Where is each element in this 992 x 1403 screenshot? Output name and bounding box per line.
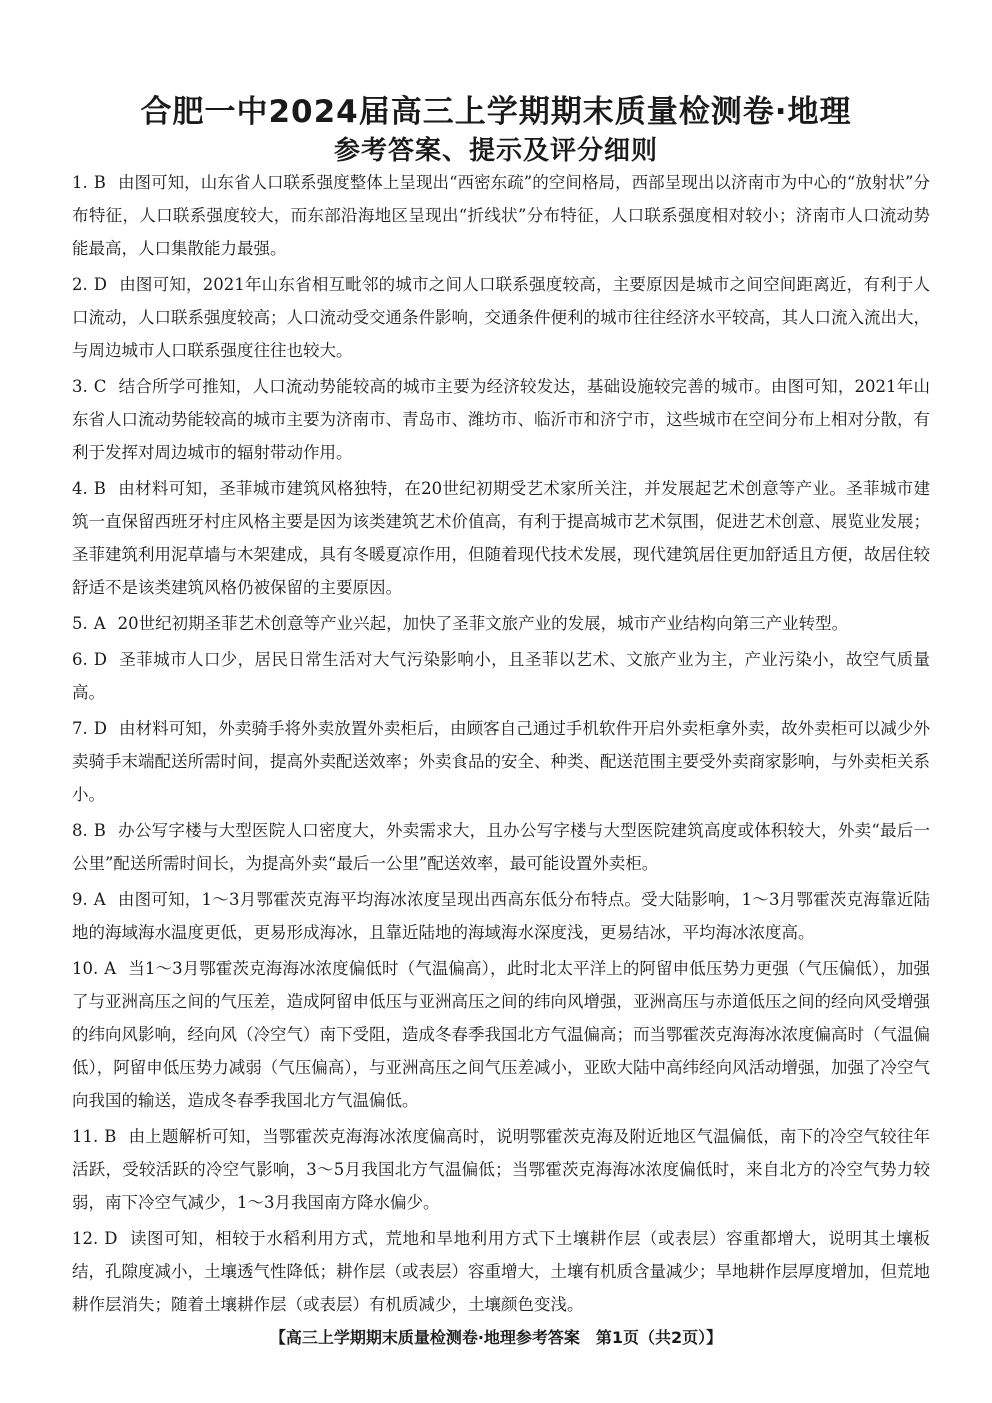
answer-explanation: 结合所学可推知，人口流动势能较高的城市主要为经济较发达，基础设施较完善的城市。由图可知，2021年山东省人口流动势能较高的城市主要为济南市、青岛市、潍坊市、临沂市和济宁市，这些城市在空间分布上相对分散，有利于发挥对周边城市的辐射带动作用。 [72, 377, 930, 462]
answer-explanation: 由图可知，2021年山东省相互毗邻的城市之间人口联系强度较高，主要原因是城市之间空间距离近，有利于人口流动，人口联系强度较高；人口流动受交通条件影响，交通条件便利的城市往往经济水平较高，其人口流入流出大，与周边城市人口联系强度往往也较大。 [72, 275, 930, 360]
answer-explanation: 由图可知，1～3月鄂霍茨克海平均海冰浓度呈现出西高东低分布特点。受大陆影响，1～3月鄂霍茨克海靠近陆地的海域海水温度更低，更易形成海冰，且靠近陆地的海域海水深度浅，更易结冰，平均海冰浓度高。 [72, 890, 930, 942]
answer-explanation: 当1～3月鄂霍茨克海海冰浓度偏低时（气温偏高），此时北太平洋上的阿留申低压势力更强（气压偏低），加强了与亚洲高压之间的气压差，造成阿留申低压与亚洲高压之间的纬向风增强，亚洲高压与赤道低压之间的经向风受增强的纬向风影响，经向风（冷空气）南下受阻，造成冬春季我国北方气温偏高；而当鄂霍茨克海海冰浓度偏高时（气温偏低），阿留申低压势力减弱（气压偏高），与亚洲高压之间气压差减小，亚欧大陆中高纬经向风活动增强，加强了冷空气向我国的输送，造成冬春季我国北方气温偏低。 [72, 959, 930, 1110]
answer-number: 5. [72, 614, 88, 633]
answer-item [72, 643, 930, 709]
answer-list [72, 166, 930, 1321]
answer-choice: C [93, 377, 107, 396]
answer-item [72, 166, 930, 265]
answer-number: 10. [72, 959, 99, 978]
answer-explanation: 办公写字楼与大型医院人口密度大，外卖需求大，且办公写字楼与大型医院建筑高度或体积较大，外卖“最后一公里”配送所需时间长，为提高外卖“最后一公里”配送效率，最可能设置外卖柜。 [72, 821, 930, 873]
answer-choice: A [104, 959, 117, 978]
answer-explanation: 由上题解析可知，当鄂霍茨克海海冰浓度偏高时，说明鄂霍茨克海及附近地区气温偏低，南下的冷空气较往年活跃，受较活跃的冷空气影响，3～5月我国北方气温偏低；当鄂霍茨克海海冰浓度偏低时，来自北方的冷空气势力较弱，南下冷空气减少，1～3月我国南方降水偏少。 [72, 1127, 930, 1212]
answer-choice: D [104, 1229, 118, 1248]
answer-explanation: 圣菲城市人口少，居民日常生活对大气污染影响小，且圣菲以艺术、文旅产业为主，产业污染小，故空气质量高。 [72, 650, 930, 702]
answer-item [72, 814, 930, 880]
answer-explanation: 由材料可知，圣菲城市建筑风格独特，在20世纪初期受艺术家所关注，并发展起艺术创意等产业。圣菲城市建筑一直保留西班牙村庄风格主要是因为该类建筑艺术价值高，有利于提高城市艺术氛围，促进艺术创意、展览业发展；圣菲建筑利用泥草墙与木架建成，具有冬暖夏凉作用，但随着现代技术发展，现代建筑居住更加舒适且方便，故居住较舒适不是该类建筑风格仍被保留的主要原因。 [72, 479, 930, 597]
answer-item [72, 883, 930, 949]
answer-choice: B [93, 173, 106, 192]
answer-item [72, 952, 930, 1117]
answer-item [72, 472, 930, 604]
answer-explanation: 20世纪初期圣菲艺术创意等产业兴起，加快了圣菲文旅产业的发展，城市产业结构向第三产业转型。 [117, 614, 849, 633]
answer-item [72, 370, 930, 469]
answer-number: 1. [72, 173, 88, 192]
answer-number: 7. [72, 719, 88, 738]
answer-choice: B [93, 821, 106, 840]
page-subtitle: 参考答案、提示及评分细则 [333, 136, 658, 166]
answer-number: 8. [72, 821, 88, 840]
answer-explanation: 由图可知，山东省人口联系强度整体上呈现出“西密东疏”的空间格局，西部呈现出以济南市为中心的“放射状”分布特征，人口联系强度较大，而东部沿海地区呈现出“折线状”分布特征，人口联系强度相对较小；济南市人口流动势能最高，人口集散能力最强。 [72, 173, 930, 258]
answer-explanation: 读图可知，相较于水稻利用方式，荒地和旱地利用方式下土壤耕作层（或表层）容重都增大，说明其土壤板结，孔隙度减小，土壤透气性降低；耕作层（或表层）容重增大，土壤有机质含量减少；旱地耕作层厚度增加，但荒地耕作层消失；随着土壤耕作层（或表层）有机质减少，土壤颜色变浅。 [72, 1229, 930, 1314]
answer-number: 3. [72, 377, 88, 396]
answer-choice: D [93, 719, 107, 738]
answer-number: 2. [72, 275, 88, 294]
answer-choice: B [104, 1127, 117, 1146]
answer-number: 12. [72, 1229, 99, 1248]
answer-choice: D [93, 650, 107, 669]
answer-item [72, 1120, 930, 1219]
answer-explanation: 由材料可知，外卖骑手将外卖放置外卖柜后，由顾客自己通过手机软件开启外卖柜拿外卖，故外卖柜可以减少外卖骑手末端配送所需时间，提高外卖配送效率；外卖食品的安全、种类、配送范围主要受外卖商家影响，与外卖柜关系小。 [72, 719, 930, 804]
answer-choice: B [93, 479, 106, 498]
answer-item [72, 712, 930, 811]
answer-number: 11. [72, 1127, 99, 1146]
answer-number: 9. [72, 890, 88, 909]
answer-item [72, 1222, 930, 1321]
answer-item [72, 268, 930, 367]
page-footer: 【高三上学期期末质量检测卷·地理参考答案 第1页（共2页）】 [269, 1328, 723, 1347]
answer-choice: A [93, 890, 106, 909]
answer-number: 4. [72, 479, 88, 498]
answer-choice: A [93, 614, 106, 633]
answer-number: 6. [72, 650, 88, 669]
answer-item [72, 607, 930, 640]
answer-choice: D [93, 275, 107, 294]
page-title: 合肥一中2024届高三上学期期末质量检测卷·地理 [140, 94, 852, 130]
